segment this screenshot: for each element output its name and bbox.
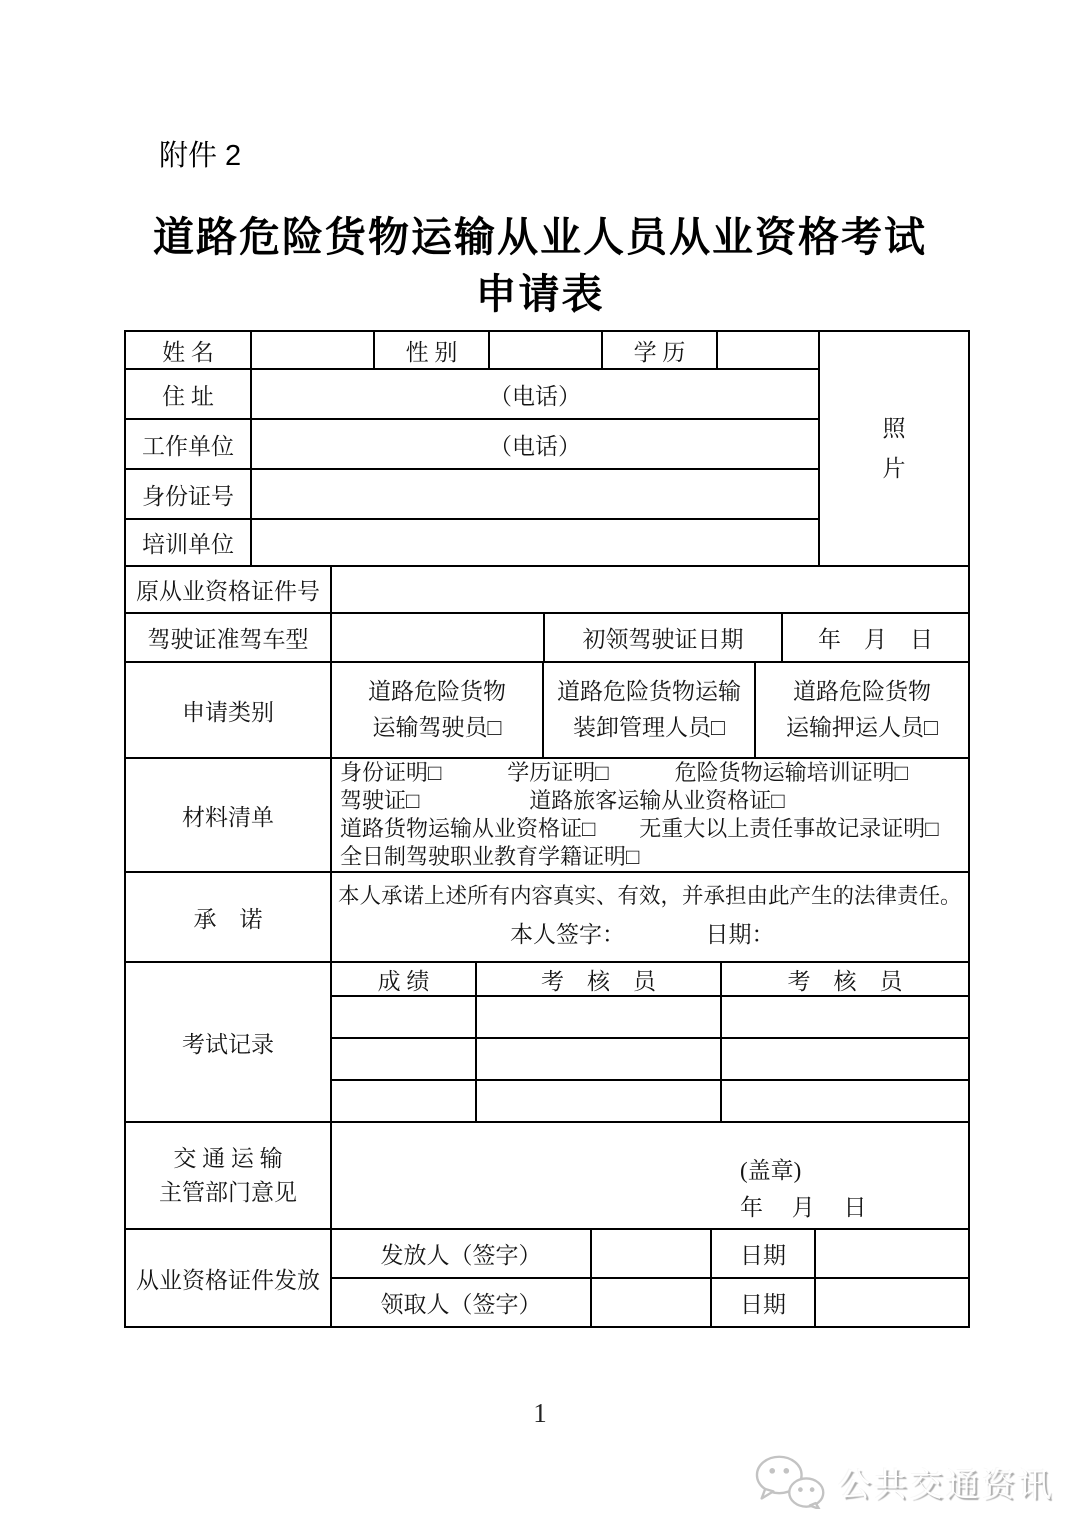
exam-assessor-cell (477, 1039, 722, 1081)
employer-label: 工作单位 (126, 420, 252, 470)
education-input-cell (718, 332, 820, 370)
receiver-sign-cell (592, 1279, 712, 1326)
table-row (332, 963, 968, 997)
photo-label-line2: 片 (882, 455, 906, 481)
exam-assessor-cell (477, 997, 722, 1039)
gender-label: 性 别 (375, 332, 490, 370)
identity-left (126, 332, 820, 567)
training-unit-input-cell (252, 520, 820, 567)
materials-checklist (332, 759, 968, 873)
exam-record-section (126, 963, 968, 1123)
watermark (752, 1455, 1054, 1509)
exam-assessor-cell (722, 1039, 968, 1081)
table-row (126, 1123, 968, 1230)
table-row (332, 1081, 968, 1123)
issue-date-label: 日期 (712, 1230, 816, 1279)
issuer-sign-label: 发放人（签字） (332, 1230, 592, 1279)
page-title (0, 209, 1080, 323)
materials-line: 驾驶证□ 道路旅客运输从业资格证□ (340, 788, 785, 813)
authority-opinion-label-line2: 主管部门意见 (159, 1179, 297, 1205)
materials-line: 全日制驾驶职业教育学籍证明□ (340, 844, 640, 869)
table-row (332, 997, 968, 1039)
employer-input-cell: （电话） (252, 420, 820, 470)
page-title-line1: 道路危险货物运输从业人员从业资格考试 (153, 214, 927, 260)
orig-cert-input-cell (332, 567, 968, 614)
apply-option-loader (544, 663, 756, 759)
first-license-date-label: 初领驾驶证日期 (545, 614, 783, 663)
apply-option-escort-line2: 运输押运人员□ (786, 715, 938, 740)
table-row (126, 873, 968, 963)
apply-option-escort (756, 663, 968, 759)
issuer-sign-cell (592, 1230, 712, 1279)
authority-seal-hint: (盖章) (740, 1157, 802, 1183)
table-row (332, 1279, 968, 1326)
certificate-issue-grid (332, 1230, 968, 1326)
license-type-label: 驾驶证准驾车型 (126, 614, 332, 663)
education-label: 学 历 (603, 332, 718, 370)
page-number: 1 (533, 1398, 547, 1428)
gender-input-cell (490, 332, 603, 370)
table-row (332, 1039, 968, 1081)
promise-cell (332, 873, 968, 963)
id-number-label: 身份证号 (126, 470, 252, 520)
address-input-cell: （电话） (252, 370, 820, 420)
apply-option-driver-line1: 道路危险货物 (368, 679, 506, 704)
page-title-line2: 申请表 (475, 271, 605, 317)
name-label: 姓 名 (126, 332, 252, 370)
first-license-date-cell: 年 月 日 (783, 614, 968, 663)
materials-line: 身份证明□ 学历证明□ 危险货物运输培训证明□ (340, 760, 908, 785)
id-number-input-cell (252, 470, 820, 520)
table-row (126, 663, 968, 759)
table-row (126, 759, 968, 873)
exam-record-grid (332, 963, 968, 1123)
materials-line: 道路货物运输从业资格证□ 无重大以上责任事故记录证明□ (340, 816, 939, 841)
exam-assessor-cell (477, 1081, 722, 1123)
exam-record-label: 考试记录 (126, 963, 332, 1123)
application-form-table (124, 330, 970, 1328)
apply-option-loader-line2: 装卸管理人员□ (573, 715, 725, 740)
promise-text: 本人承诺上述所有内容真实、有效，并承担由此产生的法律责任。 (338, 884, 962, 908)
photo-box (820, 332, 968, 567)
authority-opinion-label-line1: 交 通 运 输 (173, 1145, 283, 1171)
photo-label-line1: 照 (882, 415, 906, 441)
exam-assessor-cell (722, 1081, 968, 1123)
apply-option-loader-line1: 道路危险货物运输 (557, 679, 741, 704)
name-input-cell (252, 332, 375, 370)
apply-option-escort-line1: 道路危险货物 (793, 679, 931, 704)
exam-assessor-header-1: 考 核 员 (477, 963, 722, 997)
receiver-sign-label: 领取人（签字） (332, 1279, 592, 1326)
materials-label: 材料清单 (126, 759, 332, 873)
exam-score-cell (332, 997, 477, 1039)
authority-date-line: 年 月 日 (740, 1194, 867, 1220)
table-row (332, 1230, 968, 1279)
address-label: 住 址 (126, 370, 252, 420)
exam-score-cell (332, 1081, 477, 1123)
wechat-logo-icon (752, 1455, 830, 1509)
receive-date-cell (816, 1279, 968, 1326)
license-type-input-cell (332, 614, 545, 663)
table-row (126, 614, 968, 663)
apply-option-driver-line2: 运输驾驶员□ (372, 715, 502, 740)
apply-option-driver (332, 663, 544, 759)
certificate-issue-section (126, 1230, 968, 1326)
exam-assessor-cell (722, 997, 968, 1039)
promise-signature-line: 本人签字： 日期： (510, 922, 775, 947)
receive-date-label: 日期 (712, 1279, 816, 1326)
table-row (126, 567, 968, 614)
certificate-issue-label: 从业资格证件发放 (126, 1230, 332, 1326)
promise-label: 承 诺 (126, 873, 332, 963)
identity-section (126, 332, 968, 567)
exam-score-cell (332, 1039, 477, 1081)
exam-score-header: 成 绩 (332, 963, 477, 997)
authority-opinion-label (126, 1123, 332, 1230)
issue-date-cell (816, 1230, 968, 1279)
exam-assessor-header-2: 考 核 员 (722, 963, 968, 997)
watermark-text: 公共交通资讯 (838, 1465, 1054, 1503)
attachment-label: 附件 2 (159, 140, 242, 172)
training-unit-label: 培训单位 (126, 520, 252, 567)
authority-opinion-cell (332, 1123, 968, 1230)
apply-category-label: 申请类别 (126, 663, 332, 759)
orig-cert-label: 原从业资格证件号 (126, 567, 332, 614)
